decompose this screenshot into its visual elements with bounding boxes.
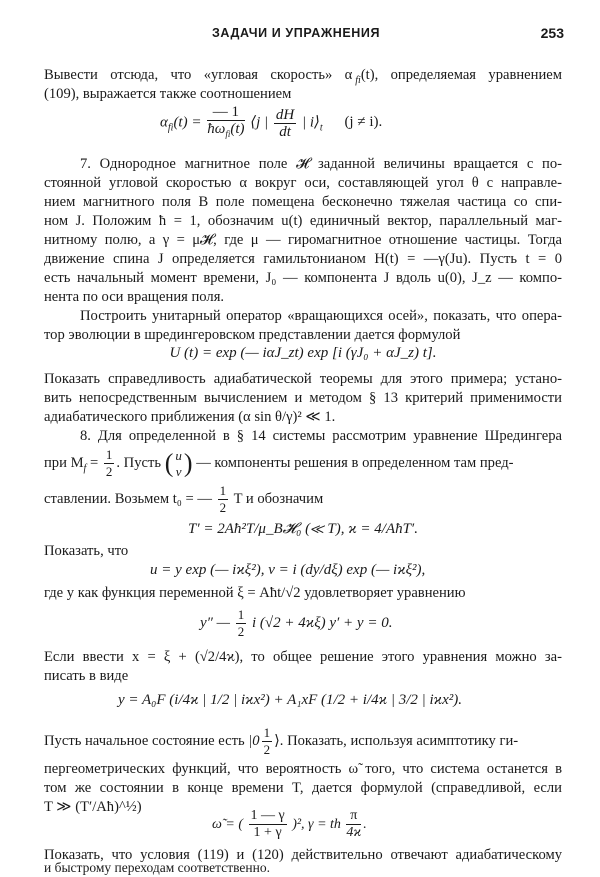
text-line: и быстрому переходам соответственно. <box>44 860 270 875</box>
text-line: Если ввести x = ξ + (√2/4ϰ), то общее решение этого уравнения можно за- <box>44 649 562 665</box>
text-line: Пусть начальное состояние есть |0 $\frac{1}{2}$ ⟩. Показать, используя асимптотику ги- <box>44 725 519 758</box>
text-line: нитному полю, а γ = μ𝓗, где μ — гиромагнитное отношение частицы. Тогда <box>44 232 562 248</box>
text-line: писать в виде <box>44 668 129 684</box>
formula-probability: ω̃ = ( $\frac{1 — \gamma}{1 + \gamma}$ )², γ = th $\frac{\pi}{4ϰ}$ . <box>212 808 367 841</box>
text-line: адиабатического приближения (α sin θ/γ)² ≪ 1. <box>44 409 336 425</box>
text-line: Вывести отсюда, что «угловая скорость» α $_{fi}$(t), определяемая уравнением <box>44 67 562 86</box>
problem-7-start: 7. Однородное магнитное поле 𝓗 заданной величины вращается с по- <box>80 156 562 172</box>
text-line: тор эволюции в шредингеровском представлении дается формулой <box>44 327 461 343</box>
text-line: том же состоянии в конце времени T, дается формулой (справедливой, если <box>44 780 562 796</box>
text-line: нента по оси вращения поля. <box>44 289 225 305</box>
text-line: стоянной угловой скоростью α вокруг оси, составляющей угол θ с направле- <box>44 175 562 191</box>
running-head: ЗАДАЧИ И УПРАЖНЕНИЯ <box>212 26 381 40</box>
text-line: Построить унитарный оператор «вращающихся осей», показать, что опера- <box>80 308 562 324</box>
text-line: при $M_f$ = $\frac{1}{2}$ . Пусть ( u v ) — компоненты решения в определенном там пред- <box>44 447 514 480</box>
formula-evolution-operator: U (t) = exp (— iαJ_zt) exp [i (γJ₀ + αJ_z) t]. <box>169 345 437 361</box>
text-line: пергеометрических функций, что вероятность ω̃ того, что система останется в <box>44 761 562 777</box>
text-line: есть начальный момент времени, J₀ — компонента J вдоль u(0), J_z — компо- <box>44 270 562 286</box>
text-line: движение спина J определяется гамильтонианом H(t) = —γ(Ju). Пусть t = 0 <box>44 251 562 267</box>
text-line: где y как функция переменной ξ = Aħt/√2 удовлетворяет уравнению <box>44 585 466 601</box>
formula-angular-velocity: $\alpha_{fi}(t)$ = $\frac{— 1}{ħ\omega_{fi}(t)}$ ⟨j | $\frac{dH}{dt}$ | $i⟩_t$ (j ≠ i). <box>160 104 383 140</box>
formula-components: u = y exp (— iϰξ²), v = i (dy/dξ) exp (— iϰξ²), <box>150 562 426 578</box>
text-line: ном J. Положим ħ = 1, обозначим u(t) единичный вектор, параллельный маг- <box>44 213 562 229</box>
formula-time-scales: T′ = 2Aħ²T/μ_B𝓗₀ (≪ T), ϰ = 4/AħT′. <box>188 521 418 537</box>
text-line: Показать, что <box>44 543 129 559</box>
text-line: ставлении. Возьмем t₀ = — $\frac{1}{2}$ T и обозначим <box>44 483 324 516</box>
text-line: (109), выражается также соотношением <box>44 86 292 102</box>
page-number: 253 <box>540 25 564 41</box>
formula-ode: y″ — $\frac{1}{2}$ i (√2 + 4ϰξ) y′ + y = 0. <box>200 607 393 640</box>
formula-general-solution: y = A₀F (i/4ϰ | 1/2 | iϰx²) + A₁xF (1/2 + i/4ϰ | 3/2 | iϰx²). <box>118 692 462 708</box>
text-line: T ≫ (T′/Aħ)^½) <box>44 799 142 815</box>
problem-8-start: 8. Для определенной в § 14 системы рассмотрим уравнение Шредингера <box>80 428 562 444</box>
text-line: вить непосредственным вычислением и методом § 13 критерий применимости <box>44 390 562 406</box>
text-line: нием магнитного поля В поле помещена бесконечно тяжелая частица со спи- <box>44 194 562 210</box>
text-line: Показать справедливость адиабатической теоремы для этого примера; устано- <box>44 371 562 387</box>
text-line: Показать, что условия (119) и (120) действительно отвечают адиабатическому <box>44 847 562 863</box>
